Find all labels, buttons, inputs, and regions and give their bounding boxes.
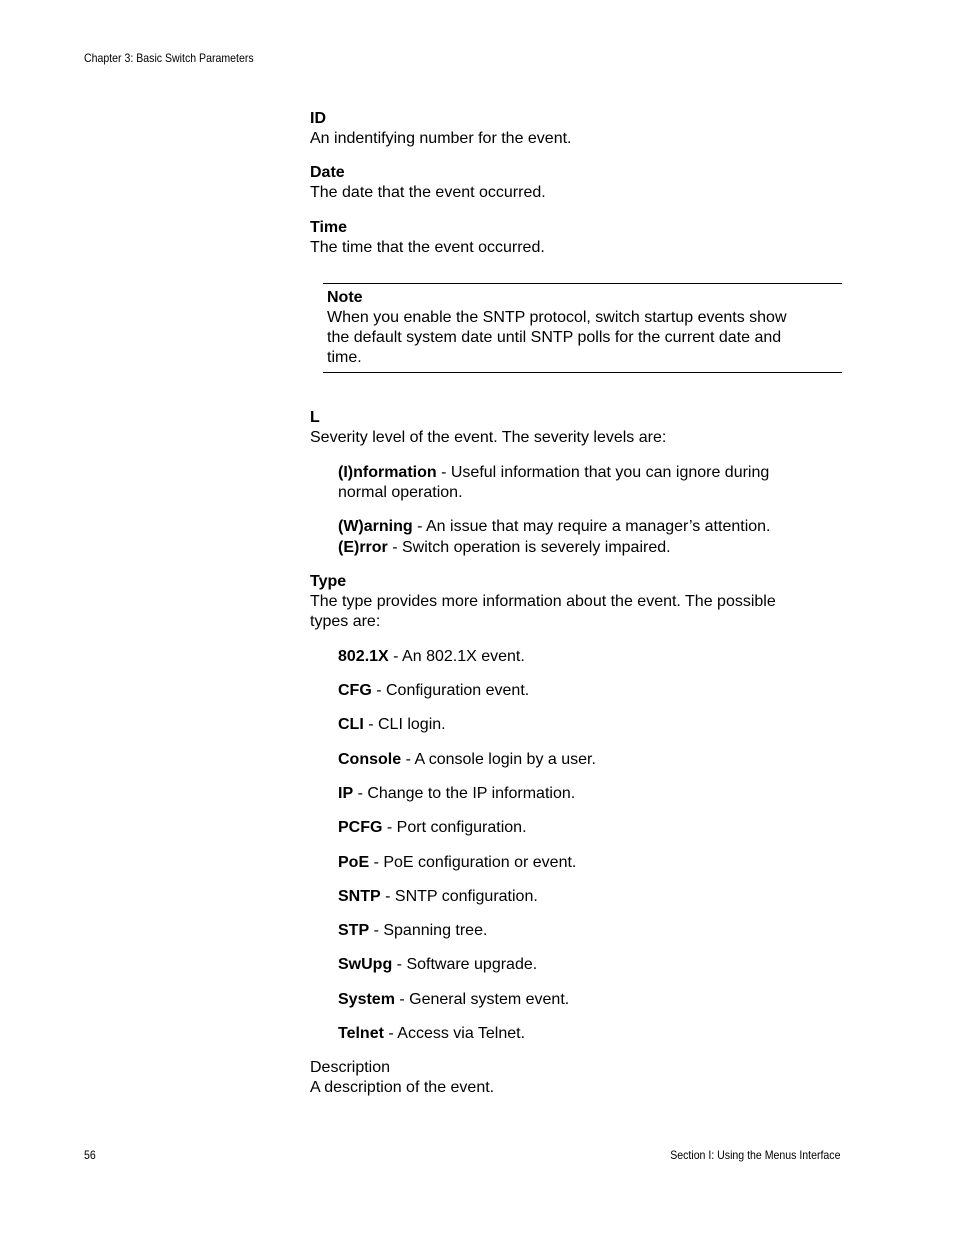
type-item-desc: - Configuration event. [371,682,530,699]
page-number: 56 [84,1148,96,1162]
level-item-error [338,538,838,558]
type-item-ip [338,784,838,804]
level-item-desc-cont: normal operation. [338,484,463,501]
field-type [310,572,842,632]
level-item-desc: - Switch operation is severely impaired. [387,539,671,556]
type-item-poe [338,853,838,873]
note-line: time. [327,349,362,366]
type-item-term: Console [338,751,402,768]
field-id-term: ID [310,110,326,127]
field-description-desc: A description of the event. [310,1079,495,1096]
type-item-desc: - PoE configuration or event. [369,854,577,871]
field-level [310,408,842,448]
type-item-term: PoE [338,854,370,871]
type-item-term: 802.1X [338,648,389,665]
type-item-term: PCFG [338,819,383,836]
field-description [310,1058,842,1098]
type-item-desc: - Spanning tree. [369,922,488,939]
field-type-term: Type [310,573,347,590]
level-item-term: (W)arning [338,518,413,535]
note-box [323,283,842,373]
level-item-term: (I)nformation [338,464,437,481]
type-item-term: STP [338,922,370,939]
level-item-desc: - An issue that may require a manager’s attention. [412,518,771,535]
type-item-desc: - CLI login. [363,716,446,733]
type-item-telnet [338,1024,838,1044]
type-item-sntp [338,887,838,907]
type-item-term: IP [338,785,354,802]
note-content [327,288,832,368]
field-date-term: Date [310,164,345,181]
type-item-desc: - Port configuration. [382,819,527,836]
type-item-desc: - An 802.1X event. [388,648,525,665]
type-item-pcfg [338,818,838,838]
level-item-desc: - Useful information that you can ignore during [436,464,770,481]
type-item-term: CFG [338,682,372,699]
field-level-term: L [310,409,320,426]
note-line: When you enable the SNTP protocol, switch startup events show [327,309,787,326]
running-header: Chapter 3: Basic Switch Parameters [84,51,254,65]
type-item-desc: - Change to the IP information. [353,785,576,802]
type-item-term: Telnet [338,1025,384,1042]
type-item-desc: - A console login by a user. [401,751,596,768]
type-item-term: SNTP [338,888,381,905]
field-date-desc: The date that the event occurred. [310,184,546,201]
type-item-desc: - SNTP configuration. [380,888,538,905]
type-item-cli [338,715,838,735]
field-type-desc: types are: [310,613,381,630]
field-id-desc: An indentifying number for the event. [310,130,572,147]
field-type-desc: The type provides more information about the event. The possible [310,593,776,610]
field-date [310,163,842,203]
level-item-term: (E)rror [338,539,388,556]
type-item-cfg [338,681,838,701]
type-item-term: CLI [338,716,364,733]
field-time-desc: The time that the event occurred. [310,239,545,256]
type-item-8021x [338,647,838,667]
field-id [310,109,842,149]
field-description-term: Description [310,1059,391,1076]
type-item-term: SwUpg [338,956,393,973]
level-item-information [338,463,838,503]
type-item-system [338,990,838,1010]
note-title: Note [327,289,363,306]
type-item-desc: - Access via Telnet. [383,1025,526,1042]
field-time [310,218,842,258]
type-item-swupg [338,955,838,975]
type-item-console [338,750,838,770]
running-footer: Section I: Using the Menus Interface [669,1148,840,1162]
type-item-term: System [338,991,395,1008]
type-item-stp [338,921,838,941]
type-item-desc: - General system event. [394,991,570,1008]
field-time-term: Time [310,219,348,236]
note-line: the default system date until SNTP polls for the current date and [327,329,782,346]
level-item-warning [338,517,838,537]
field-level-desc: Severity level of the event. The severity levels are: [310,429,667,446]
type-item-desc: - Software upgrade. [392,956,538,973]
